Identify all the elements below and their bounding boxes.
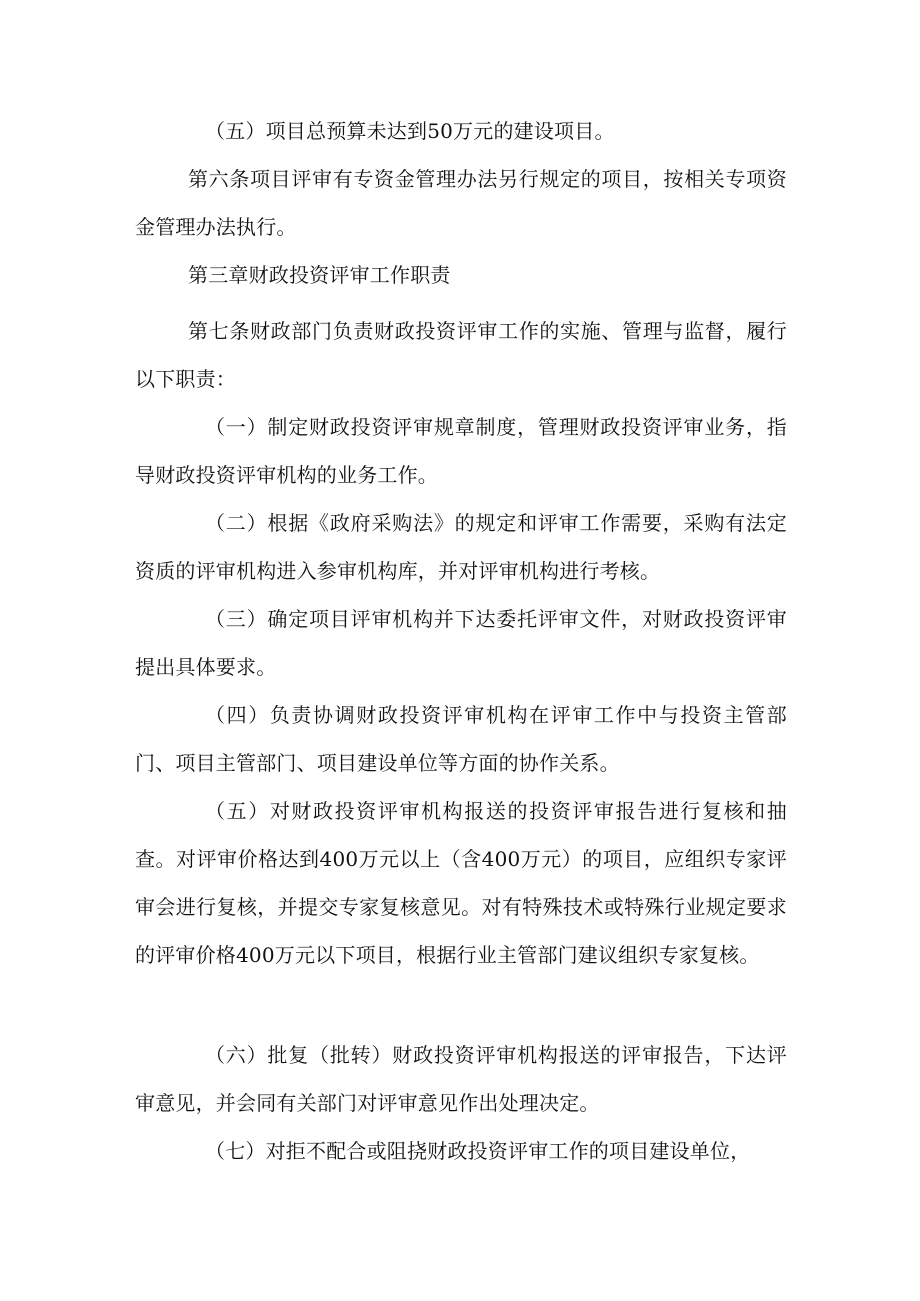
paragraph-duty-6: （六）批复（批转）财政投资评审机构报送的评审报告，下达评审意见，并会同有关部门对评审意见作出处理决定。 [135,1043,787,1115]
paragraph-duty-4: （四）负责协调财政投资评审机构在评审工作中与投资主管部门、项目主管部门、项目建设单位等方面的协作关系。 [135,703,787,775]
paragraph-article-7: 第七条财政部门负责财政投资评审工作的实施、管理与监督，履行以下职责： [135,319,787,391]
paragraph-duty-1: （一）制定财政投资评审规章制度，管理财政投资评审业务，指导财政投资评审机构的业务工作。 [135,415,787,487]
paragraph-duty-5: （五）对财政投资评审机构报送的投资评审报告进行复核和抽查。对评审价格达到400万元以上（含400万元）的项目，应组织专家评审会进行复核，并提交专家复核意见。对有特殊技术或特殊行业规定要求的评审价格400万元以下项目，根据行业主管部门建议组织专家复核。 [135,799,787,967]
chapter-3-heading: 第三章财政投资评审工作职责 [188,263,451,287]
paragraph-item-5-budget: （五）项目总预算未达到50万元的建设项目。 [205,119,615,143]
paragraph-duty-3: （三）确定项目评审机构并下达委托评审文件，对财政投资评审提出具体要求。 [135,607,787,679]
paragraph-duty-7: （七）对拒不配合或阻挠财政投资评审工作的项目建设单位， [205,1139,751,1163]
paragraph-article-6: 第六条项目评审有专资金管理办法另行规定的项目，按相关专项资金管理办法执行。 [135,167,787,239]
paragraph-duty-2: （二）根据《政府采购法》的规定和评审工作需要，采购有法定资质的评审机构进入参审机构库，并对评审机构进行考核。 [135,511,787,583]
